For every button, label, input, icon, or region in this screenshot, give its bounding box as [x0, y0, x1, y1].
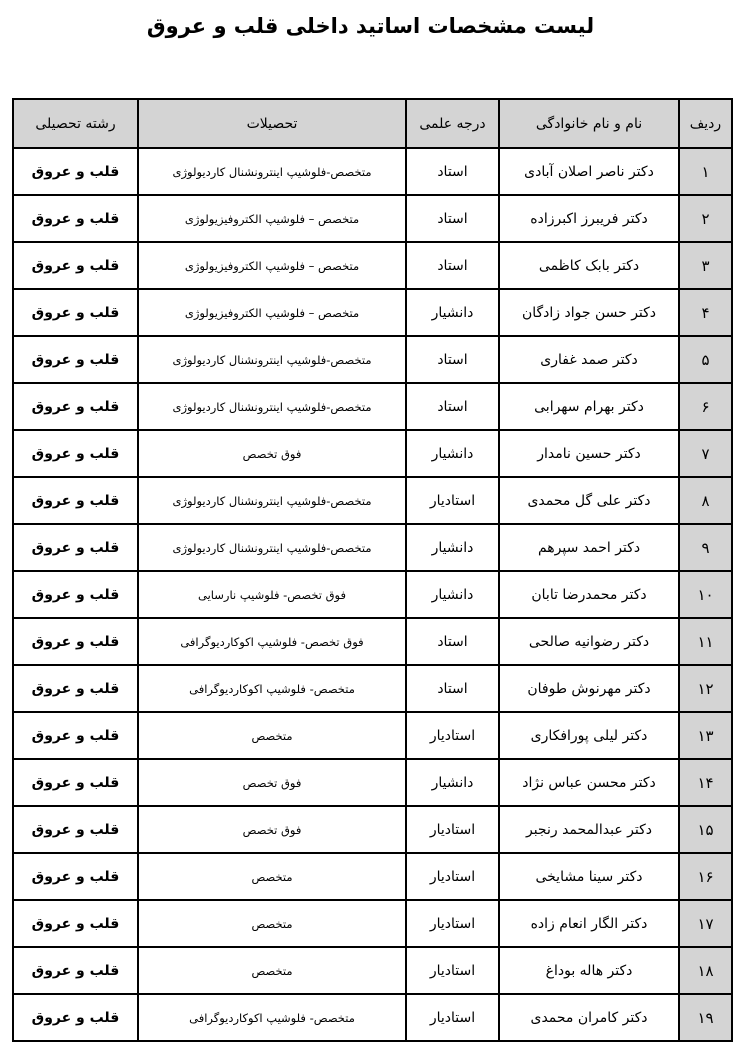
cell-rank: دانشیار — [406, 524, 499, 571]
cell-name: دکتر الگار انعام زاده — [499, 900, 679, 947]
cell-rank: دانشیار — [406, 759, 499, 806]
cell-row-number: ۹ — [679, 524, 732, 571]
table-row — [13, 759, 732, 806]
cell-field: قلب و عروق — [13, 571, 138, 618]
cell-row-number: ۴ — [679, 289, 732, 336]
cell-row-number: ۵ — [679, 336, 732, 383]
cell-row-number: ۲ — [679, 195, 732, 242]
cell-field: قلب و عروق — [13, 289, 138, 336]
table-row — [13, 618, 732, 665]
cell-education: متخصص- فلوشیپ اکوکاردیوگرافی — [138, 994, 406, 1041]
table-row — [13, 524, 732, 571]
cell-education: فوق تخصص- فلوشیپ اکوکاردیوگرافی — [138, 618, 406, 665]
cell-field: قلب و عروق — [13, 900, 138, 947]
cell-name: دکتر محمدرضا تابان — [499, 571, 679, 618]
cell-name: دکتر مهرنوش طوفان — [499, 665, 679, 712]
cell-name: دکتر صمد غفاری — [499, 336, 679, 383]
cell-field: قلب و عروق — [13, 524, 138, 571]
table-row — [13, 242, 732, 289]
cell-rank: استادیار — [406, 853, 499, 900]
column-header-education: تحصیلات — [138, 99, 406, 148]
cell-name: دکتر ناصر اصلان آبادی — [499, 148, 679, 195]
cell-education: متخصص — [138, 947, 406, 994]
cell-rank: استاد — [406, 665, 499, 712]
cell-rank: استادیار — [406, 947, 499, 994]
cell-field: قلب و عروق — [13, 618, 138, 665]
cell-education: متخصص – فلوشیپ الکتروفیزیولوژی — [138, 289, 406, 336]
cell-rank: استادیار — [406, 900, 499, 947]
table-row — [13, 853, 732, 900]
cell-row-number: ۶ — [679, 383, 732, 430]
cell-name: دکتر احمد سپرهم — [499, 524, 679, 571]
cell-name: دکتر بهرام سهرابی — [499, 383, 679, 430]
cell-education: متخصص-فلوشیپ اینترونشنال کاردیولوژی — [138, 336, 406, 383]
table-row — [13, 289, 732, 336]
cell-field: قلب و عروق — [13, 477, 138, 524]
cell-education: متخصص — [138, 900, 406, 947]
cell-rank: استاد — [406, 383, 499, 430]
cell-name: دکتر حسین نامدار — [499, 430, 679, 477]
cell-row-number: ۳ — [679, 242, 732, 289]
cell-rank: استادیار — [406, 712, 499, 759]
cell-row-number: ۱۸ — [679, 947, 732, 994]
cell-name: دکتر بابک کاظمی — [499, 242, 679, 289]
cell-row-number: ۱۴ — [679, 759, 732, 806]
cell-education: متخصص-فلوشیپ اینترونشنال کاردیولوژی — [138, 477, 406, 524]
table-row — [13, 430, 732, 477]
cell-field: قلب و عروق — [13, 806, 138, 853]
cell-row-number: ۱۱ — [679, 618, 732, 665]
cell-rank: دانشیار — [406, 289, 499, 336]
cell-row-number: ۱۶ — [679, 853, 732, 900]
cell-row-number: ۱۷ — [679, 900, 732, 947]
cell-rank: استاد — [406, 195, 499, 242]
cell-row-number: ۱ — [679, 148, 732, 195]
cell-row-number: ۱۹ — [679, 994, 732, 1041]
column-header-row-number: ردیف — [679, 99, 732, 148]
cell-education: متخصص-فلوشیپ اینترونشنال کاردیولوژی — [138, 148, 406, 195]
column-header-rank: درجه علمی — [406, 99, 499, 148]
cell-education: متخصص- فلوشیپ اکوکاردیوگرافی — [138, 665, 406, 712]
cell-rank: استادیار — [406, 806, 499, 853]
table-row — [13, 665, 732, 712]
cell-field: قلب و عروق — [13, 148, 138, 195]
cell-education: متخصص — [138, 853, 406, 900]
cell-education: فوق تخصص — [138, 759, 406, 806]
cell-education: فوق تخصص — [138, 430, 406, 477]
cell-rank: دانشیار — [406, 430, 499, 477]
table-row — [13, 900, 732, 947]
cell-rank: استادیار — [406, 994, 499, 1041]
cell-name: دکتر لیلی پورافکاری — [499, 712, 679, 759]
table-header-row — [13, 99, 732, 148]
column-header-name: نام و نام خانوادگی — [499, 99, 679, 148]
cell-education: متخصص — [138, 712, 406, 759]
cell-field: قلب و عروق — [13, 383, 138, 430]
cell-field: قلب و عروق — [13, 665, 138, 712]
cell-field: قلب و عروق — [13, 759, 138, 806]
cell-row-number: ۱۲ — [679, 665, 732, 712]
cell-name: دکتر محسن عباس نژاد — [499, 759, 679, 806]
table-row — [13, 712, 732, 759]
cell-row-number: ۱۳ — [679, 712, 732, 759]
cell-rank: استاد — [406, 618, 499, 665]
table-row — [13, 994, 732, 1041]
table-row — [13, 571, 732, 618]
cell-rank: دانشیار — [406, 571, 499, 618]
cell-rank: استاد — [406, 148, 499, 195]
cell-education: متخصص – فلوشیپ الکتروفیزیولوژی — [138, 195, 406, 242]
page-title: لیست مشخصات اساتید داخلی قلب و عروق — [146, 14, 595, 38]
cell-name: دکتر علی گل محمدی — [499, 477, 679, 524]
cell-education: متخصص-فلوشیپ اینترونشنال کاردیولوژی — [138, 383, 406, 430]
table-row — [13, 477, 732, 524]
table-row — [13, 195, 732, 242]
cell-row-number: ۸ — [679, 477, 732, 524]
cell-education: فوق تخصص — [138, 806, 406, 853]
cell-name: دکتر رضوانیه صالحی — [499, 618, 679, 665]
cell-rank: استاد — [406, 336, 499, 383]
faculty-table — [12, 98, 733, 1042]
cell-name: دکتر عبدالمحمد رنجبر — [499, 806, 679, 853]
cell-field: قلب و عروق — [13, 336, 138, 383]
cell-name: دکتر حسن جواد زادگان — [499, 289, 679, 336]
cell-field: قلب و عروق — [13, 195, 138, 242]
table-row — [13, 947, 732, 994]
cell-row-number: ۱۰ — [679, 571, 732, 618]
table-row — [13, 148, 732, 195]
cell-field: قلب و عروق — [13, 242, 138, 289]
cell-education: متخصص-فلوشیپ اینترونشنال کاردیولوژی — [138, 524, 406, 571]
cell-name: دکتر هاله بوداغ — [499, 947, 679, 994]
table-row — [13, 336, 732, 383]
cell-education: متخصص – فلوشیپ الکتروفیزیولوژی — [138, 242, 406, 289]
cell-row-number: ۷ — [679, 430, 732, 477]
cell-row-number: ۱۵ — [679, 806, 732, 853]
cell-name: دکتر کامران محمدی — [499, 994, 679, 1041]
cell-field: قلب و عروق — [13, 853, 138, 900]
cell-field: قلب و عروق — [13, 994, 138, 1041]
cell-rank: استاد — [406, 242, 499, 289]
cell-name: دکتر سینا مشایخی — [499, 853, 679, 900]
cell-name: دکتر فریبرز اکبرزاده — [499, 195, 679, 242]
column-header-field: رشته تحصیلی — [13, 99, 138, 148]
cell-rank: استادیار — [406, 477, 499, 524]
cell-education: فوق تخصص- فلوشیپ نارسایی — [138, 571, 406, 618]
table-row — [13, 806, 732, 853]
cell-field: قلب و عروق — [13, 430, 138, 477]
cell-field: قلب و عروق — [13, 947, 138, 994]
cell-field: قلب و عروق — [13, 712, 138, 759]
table-row — [13, 383, 732, 430]
